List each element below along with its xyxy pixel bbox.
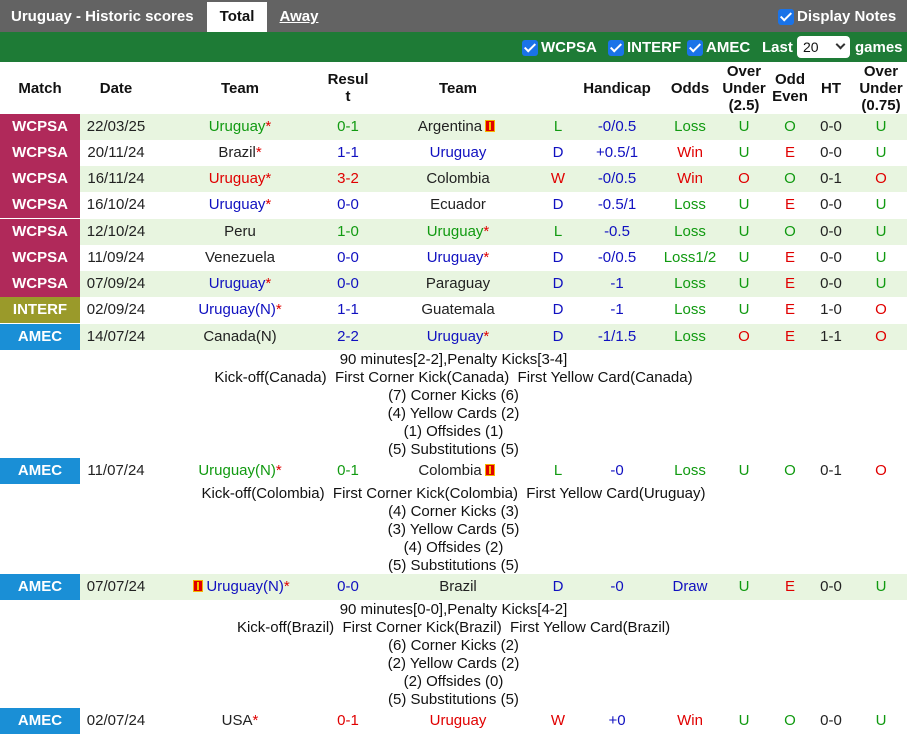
team-name[interactable]: Paraguay: [425, 275, 491, 292]
match-notes: [0, 601, 907, 709]
match-notes: [0, 351, 907, 459]
odds-result: Loss: [674, 275, 706, 292]
filter-amec[interactable]: [687, 39, 750, 56]
home-star-marker: *: [252, 712, 259, 729]
team-name[interactable]: Uruguay: [429, 712, 487, 729]
checkbox-icon[interactable]: [778, 9, 794, 25]
score[interactable]: 0-0: [337, 275, 359, 292]
page-title: Uruguay - Historic scores: [11, 8, 194, 25]
team-name[interactable]: Venezuela: [204, 249, 276, 266]
half-time-score: 0-0: [820, 275, 842, 292]
odds-result: Loss: [674, 118, 706, 135]
team-name[interactable]: Brazil: [218, 144, 256, 161]
odd-even: O: [784, 170, 796, 187]
note-line: Kick-off(Colombia) First Corner Kick(Colombia) First Yellow Card(Uruguay): [201, 485, 706, 502]
display-notes-label: Display Notes: [797, 8, 897, 25]
table-row: [0, 166, 907, 192]
match-date: 20/11/24: [87, 144, 145, 161]
filter-amec-label: AMEC: [706, 39, 751, 56]
handicap: -1: [610, 301, 624, 318]
note-line: 90 minutes[2-2],Penalty Kicks[3-4]: [339, 351, 568, 368]
competition-badge[interactable]: WCPSA: [0, 166, 80, 192]
note-line: (2) Offsides (0): [403, 673, 504, 690]
table-row: [0, 708, 907, 734]
home-star-marker: *: [275, 462, 282, 479]
note-line: (4) Corner Kicks (3): [388, 503, 519, 520]
table-header: [0, 62, 907, 114]
team-home[interactable]: [152, 245, 328, 271]
match-date: 22/03/25: [86, 118, 146, 135]
note-line: (6) Corner Kicks (2): [388, 637, 519, 654]
checkbox-icon[interactable]: [687, 40, 703, 56]
tab-away[interactable]: Away: [279, 8, 319, 25]
handicap: -0.5: [604, 223, 630, 240]
team-away[interactable]: [374, 245, 542, 271]
home-star-marker: *: [275, 301, 282, 318]
filter-wcpsa-label: WCPSA: [541, 39, 597, 56]
odds-result: Loss: [674, 196, 706, 213]
team-away[interactable]: [374, 708, 542, 734]
over-under-075: U: [875, 196, 887, 213]
team-away[interactable]: [374, 114, 542, 140]
note-line: Kick-off(Brazil) First Corner Kick(Brazil) First Yellow Card(Brazil): [236, 619, 671, 636]
odd-even: E: [784, 301, 795, 318]
match-date: 16/10/24: [86, 196, 146, 213]
over-under-075: U: [875, 118, 887, 135]
header-match: Match: [18, 79, 62, 97]
team-name[interactable]: Uruguay(N): [206, 578, 284, 595]
half-time-score: 0-0: [820, 144, 842, 161]
team-away[interactable]: [374, 271, 542, 297]
note-line: (5) Substitutions (5): [388, 691, 519, 708]
header-odd-even: [766, 62, 814, 114]
over-under: U: [738, 249, 750, 266]
header-handicap: Handicap: [583, 79, 651, 97]
team-home[interactable]: [152, 192, 328, 218]
over-under: U: [738, 196, 750, 213]
top-bar: [0, 0, 907, 32]
half-time-score: 0-1: [820, 462, 842, 479]
half-time-score: 0-0: [820, 118, 842, 135]
half-time-score: 0-0: [820, 196, 842, 213]
header-team-away: Team: [438, 79, 478, 97]
over-under-075: U: [875, 275, 887, 292]
result: W: [550, 712, 566, 729]
odd-even: E: [784, 196, 795, 213]
team-name[interactable]: Uruguay: [208, 196, 266, 213]
header-ht: HT: [821, 79, 841, 97]
flag-icon: [485, 464, 495, 476]
handicap: -0: [610, 578, 624, 595]
home-star-marker: *: [483, 223, 490, 240]
odd-even: E: [784, 249, 795, 266]
score[interactable]: 1-1: [337, 144, 359, 161]
match-date: 11/09/24: [87, 249, 145, 266]
note-line: 90 minutes[0-0],Penalty Kicks[4-2]: [339, 601, 568, 618]
half-time-score: 1-0: [820, 301, 842, 318]
score[interactable]: 0-1: [337, 462, 359, 479]
team-home[interactable]: [152, 324, 328, 350]
checkbox-icon[interactable]: [608, 40, 624, 56]
result: W: [550, 170, 566, 187]
competition-badge[interactable]: WCPSA: [0, 140, 80, 166]
competition-badge[interactable]: AMEC: [0, 458, 80, 484]
handicap: +0: [608, 712, 626, 729]
games-label: games: [855, 39, 903, 56]
over-under: U: [738, 144, 750, 161]
team-name[interactable]: Guatemala: [421, 301, 495, 318]
header-oe-line1: Odd: [775, 71, 805, 88]
match-notes: [0, 485, 907, 575]
team-away[interactable]: [374, 219, 542, 245]
filter-bar: [0, 32, 907, 62]
note-line: (5) Substitutions (5): [388, 557, 519, 574]
over-under-075: U: [875, 578, 887, 595]
over-under: O: [738, 170, 750, 187]
flag-icon: [485, 120, 495, 132]
handicap: -0/0.5: [597, 170, 637, 187]
odds-result: Loss1/2: [663, 249, 717, 266]
half-time-score: 0-1: [820, 170, 842, 187]
home-star-marker: *: [255, 144, 262, 161]
half-time-score: 0-0: [820, 712, 842, 729]
home-star-marker: *: [483, 249, 490, 266]
header-ou2-line2: Under: [859, 79, 903, 97]
last-label: Last: [762, 39, 793, 56]
team-away[interactable]: [374, 324, 542, 350]
score[interactable]: 0-0: [337, 578, 359, 595]
result: D: [552, 249, 564, 266]
header-result-line1: Resul: [327, 71, 369, 88]
note-line: (7) Corner Kicks (6): [388, 387, 519, 404]
team-home[interactable]: [152, 708, 328, 734]
over-under: U: [738, 462, 750, 479]
score[interactable]: 1-0: [337, 223, 359, 240]
header-over-under-075: [854, 62, 907, 114]
team-away[interactable]: [374, 297, 542, 323]
table-row: [0, 114, 907, 140]
table-row: [0, 192, 907, 218]
team-home[interactable]: [152, 166, 328, 192]
team-name[interactable]: Uruguay: [208, 275, 266, 292]
team-name[interactable]: Uruguay: [426, 328, 484, 345]
over-under-075: O: [875, 462, 887, 479]
odd-even: O: [784, 118, 796, 135]
games-count-select[interactable]: [797, 36, 850, 58]
odd-even: E: [784, 328, 795, 345]
filter-interf[interactable]: [608, 39, 681, 56]
match-date: 07/09/24: [86, 275, 146, 292]
result: D: [552, 196, 564, 213]
result: D: [552, 301, 564, 318]
team-home[interactable]: [152, 219, 328, 245]
odds-result: Win: [677, 712, 703, 729]
home-star-marker: *: [283, 578, 290, 595]
note-line: (4) Offsides (2): [403, 539, 504, 556]
over-under-075: U: [875, 712, 887, 729]
table-row: [0, 140, 907, 166]
competition-badge[interactable]: WCPSA: [0, 192, 80, 218]
competition-badge[interactable]: AMEC: [0, 708, 80, 734]
result: L: [553, 462, 563, 479]
odd-even: O: [784, 223, 796, 240]
match-date: 14/07/24: [86, 328, 146, 345]
team-name[interactable]: Argentina: [417, 118, 483, 135]
team-name[interactable]: Brazil: [439, 578, 477, 595]
competition-badge[interactable]: WCPSA: [0, 271, 80, 297]
match-date: 11/07/24: [87, 462, 145, 479]
handicap: -0/0.5: [597, 118, 637, 135]
score[interactable]: 1-1: [337, 301, 359, 318]
match-date: 16/11/24: [87, 170, 145, 187]
team-name[interactable]: Peru: [224, 223, 256, 240]
match-date: 07/07/24: [86, 578, 146, 595]
odds-result: Draw: [672, 578, 708, 595]
competition-badge[interactable]: WCPSA: [0, 245, 80, 271]
note-line: (1) Offsides (1): [403, 423, 504, 440]
over-under-075: U: [875, 144, 887, 161]
handicap: +0.5/1: [595, 144, 639, 161]
header-ou-line2: Under: [722, 79, 766, 97]
handicap: -1: [610, 275, 624, 292]
team-away[interactable]: [374, 166, 542, 192]
over-under: O: [738, 328, 750, 345]
over-under: U: [738, 712, 750, 729]
odds-result: Loss: [674, 462, 706, 479]
handicap: -0: [610, 462, 624, 479]
odd-even: O: [784, 462, 796, 479]
result: D: [552, 328, 564, 345]
match-date: 12/10/24: [86, 223, 146, 240]
over-under-075: O: [875, 170, 887, 187]
over-under: U: [738, 223, 750, 240]
team-home[interactable]: [152, 297, 328, 323]
score[interactable]: 3-2: [337, 170, 359, 187]
note-line: Kick-off(Canada) First Corner Kick(Canada) First Yellow Card(Canada): [214, 369, 693, 386]
team-name[interactable]: Uruguay: [426, 249, 484, 266]
team-away[interactable]: [374, 574, 542, 600]
result: L: [553, 118, 563, 135]
team-away[interactable]: [374, 140, 542, 166]
note-line: (3) Yellow Cards (5): [387, 521, 520, 538]
odd-even: E: [784, 275, 795, 292]
odd-even: O: [784, 712, 796, 729]
header-oe-line2: Even: [772, 88, 808, 105]
match-date: 02/07/24: [86, 712, 146, 729]
match-date: 02/09/24: [86, 301, 146, 318]
score[interactable]: 0-0: [337, 196, 359, 213]
home-star-marker: *: [265, 196, 272, 213]
competition-badge[interactable]: WCPSA: [0, 219, 80, 245]
half-time-score: 1-1: [820, 328, 842, 345]
odd-even: E: [784, 144, 795, 161]
home-star-marker: *: [483, 328, 490, 345]
team-home[interactable]: [152, 114, 328, 140]
odds-result: Loss: [674, 223, 706, 240]
header-over-under: [720, 62, 768, 114]
header-result: [316, 62, 380, 114]
table-row: [0, 574, 907, 600]
team-name[interactable]: Uruguay(N): [198, 462, 276, 479]
over-under: U: [738, 301, 750, 318]
filter-interf-label: INTERF: [627, 39, 682, 56]
score[interactable]: 2-2: [337, 328, 359, 345]
table-row: [0, 458, 907, 484]
table-row: [0, 297, 907, 323]
over-under-075: O: [875, 328, 887, 345]
over-under-075: U: [875, 249, 887, 266]
home-star-marker: *: [265, 275, 272, 292]
team-home[interactable]: [152, 458, 328, 484]
team-name[interactable]: Colombia: [418, 462, 482, 479]
half-time-score: 0-0: [820, 249, 842, 266]
header-odds: Odds: [670, 79, 710, 97]
team-home[interactable]: [152, 140, 328, 166]
result: D: [552, 144, 564, 161]
chevron-down-icon: [836, 40, 846, 50]
table-row: [0, 324, 907, 350]
tab-total[interactable]: Total: [207, 2, 267, 32]
over-under: U: [738, 118, 750, 135]
odds-result: Loss: [674, 301, 706, 318]
note-line: (5) Substitutions (5): [388, 441, 519, 458]
team-home[interactable]: [152, 271, 328, 297]
team-name[interactable]: Canada(N): [203, 328, 277, 345]
games-count-value: 20: [803, 39, 819, 55]
over-under: U: [738, 275, 750, 292]
header-result-line2: t: [345, 88, 351, 105]
flag-icon: [193, 580, 203, 592]
half-time-score: 0-0: [820, 578, 842, 595]
handicap: -1/1.5: [597, 328, 637, 345]
over-under-075: O: [875, 301, 887, 318]
header-date: Date: [99, 79, 133, 97]
team-name[interactable]: Ecuador: [430, 196, 486, 213]
table-row: [0, 271, 907, 297]
header-ou-line3: (2.5): [728, 96, 760, 114]
score[interactable]: 0-0: [337, 249, 359, 266]
team-name[interactable]: USA: [221, 712, 253, 729]
team-name[interactable]: Uruguay: [208, 118, 266, 135]
odds-result: Win: [677, 170, 703, 187]
team-away[interactable]: [374, 458, 542, 484]
header-ou2-line3: (0.75): [861, 96, 901, 114]
checkbox-icon[interactable]: [522, 40, 538, 56]
score[interactable]: 0-1: [337, 118, 359, 135]
competition-badge[interactable]: AMEC: [0, 324, 80, 350]
note-line: (2) Yellow Cards (2): [387, 655, 520, 672]
competition-badge[interactable]: WCPSA: [0, 114, 80, 140]
competition-badge[interactable]: AMEC: [0, 574, 80, 600]
over-under-075: U: [875, 223, 887, 240]
odd-even: E: [784, 578, 795, 595]
table-row: [0, 245, 907, 271]
half-time-score: 0-0: [820, 223, 842, 240]
team-away[interactable]: [374, 192, 542, 218]
over-under: U: [738, 578, 750, 595]
handicap: -0.5/1: [597, 196, 637, 213]
table-row: [0, 219, 907, 245]
result: D: [552, 275, 564, 292]
team-name[interactable]: Uruguay: [208, 170, 266, 187]
odds-result: Win: [677, 144, 703, 161]
header-ou2-line1: Over: [863, 62, 899, 80]
note-line: (4) Yellow Cards (2): [387, 405, 520, 422]
team-name[interactable]: Uruguay: [429, 144, 487, 161]
team-name[interactable]: Uruguay(N): [198, 301, 276, 318]
team-name[interactable]: Colombia: [426, 170, 490, 187]
home-star-marker: *: [265, 170, 272, 187]
score[interactable]: 0-1: [337, 712, 359, 729]
team-home[interactable]: [152, 574, 328, 600]
filter-wcpsa[interactable]: [522, 39, 597, 56]
home-star-marker: *: [265, 118, 272, 135]
header-ou-line1: Over: [726, 62, 762, 80]
display-notes-toggle[interactable]: [778, 8, 896, 25]
result: L: [553, 223, 563, 240]
team-name[interactable]: Uruguay: [426, 223, 484, 240]
odds-result: Loss: [674, 328, 706, 345]
result: D: [552, 578, 564, 595]
handicap: -0/0.5: [597, 249, 637, 266]
header-team-home: Team: [220, 79, 260, 97]
competition-badge[interactable]: INTERF: [0, 297, 80, 323]
